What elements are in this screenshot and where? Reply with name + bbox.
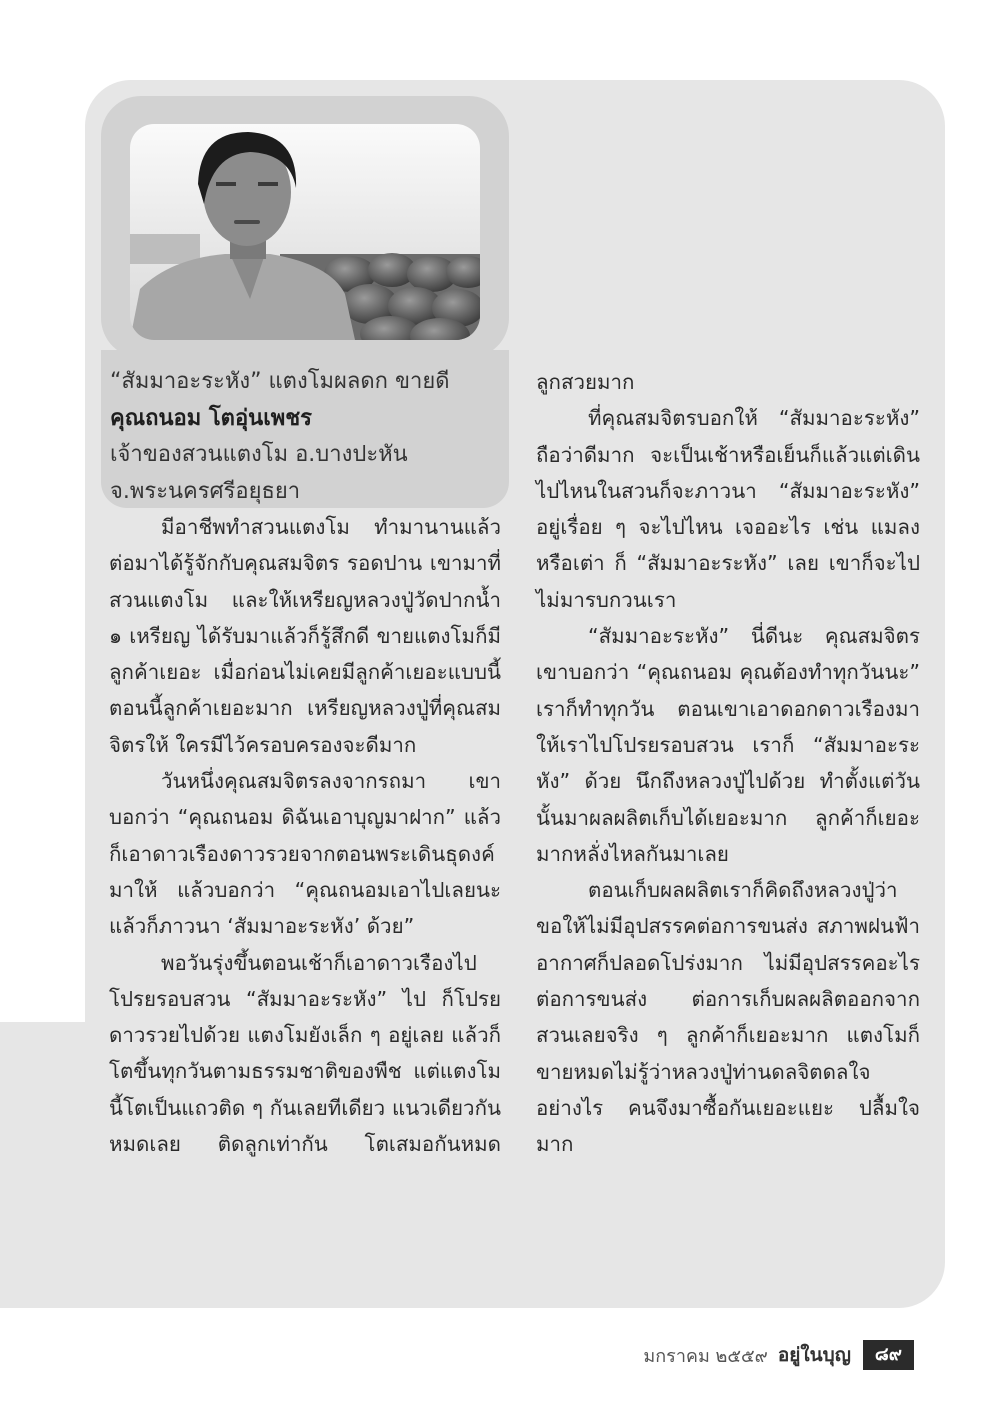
- paragraph: วันหนึ่งคุณสมจิตรลงจากรถมา เขาบอกว่า “คุณถนอม ดิฉันเอาบุญมาฝาก” แล้วก็เอาดาวเรืองดาวรวยจากตอนพระเดินธุดงค์มาให้ แล้วบอกว่า “คุณถนอมเอาไปเลยนะแล้วก็ภาวนา ‘สัมมาอะระหัง’ ด้วย”: [109, 769, 501, 939]
- paragraph: ลูกสวยมาก: [536, 370, 635, 394]
- paragraph: ตอนเก็บผลผลิตเราก็คิดถึงหลวงปู่ว่าขอให้ไม่มีอุปสรรคต่อการขนส่ง สภาพฝนฟ้าอากาศก็ปลอดโปร่งมาก ไม่มีอุปสรรคอะไรต่อการขนส่ง ต่อการเก็บผลผลิตออกจากสวนเลยจริง ๆ ลูกค้าก็เยอะมาก แตงโมก็ขายหมดไม่รู้ว่าหลวงปู่ท่านดลจิตดลใจอย่างไร คนจึงมาซื้อกันเยอะแยะ ปลื้มใจมาก: [536, 878, 920, 1157]
- caption-role-line2: จ.พระนครศรีอยุธยา: [110, 478, 301, 504]
- footer-magazine-name: อยู่ในบุญ: [777, 1344, 851, 1366]
- portrait-photo: [130, 124, 480, 340]
- paragraph: ที่คุณสมจิตรบอกให้ “สัมมาอะระหัง” ถือว่าดีมาก จะเป็นเช้าหรือเย็นก็แล้วแต่เดินไปไหนในสวนก็จะภาวนา “สัมมาอะระหัง” อยู่เรื่อย ๆ จะไปไหน เจออะไร เช่น แมลงหรือเต่า ก็ “สัมมาอะระหัง” เลย เขาก็จะไปไม่มารบกวนเรา: [536, 406, 920, 612]
- page-footer: [643, 1340, 914, 1370]
- caption-role-line1: เจ้าของสวนแตงโม อ.บางปะหัน: [110, 442, 408, 467]
- paragraph: พอวันรุ่งขึ้นตอนเช้าก็เอาดาวเรืองไปโปรยรอบสวน “สัมมาอะระหัง” ไป ก็โปรยดาวรวยไปด้วย แตงโมยังเล็ก ๆ อยู่เลย แล้วก็โตขึ้นทุกวันตามธรรมชาติของพืช แต่แตงโมนี้โตเป็นแถวติด ๆ กันเลยทีเดียว แนวเดียวกันหมดเลย ติดลูกเท่ากัน โตเสมอกันหมด: [109, 950, 501, 1157]
- portrait-illustration: [130, 124, 480, 340]
- caption-headline: “สัมมาอะระหัง” แตงโมผลดก ขายดี: [110, 369, 450, 394]
- article-column-right: [536, 364, 920, 1163]
- article-column-left: [109, 509, 501, 1162]
- page-number-badge: ๘๙: [863, 1340, 914, 1370]
- caption-person-name: คุณถนอม โตอุ่นเพชร: [110, 405, 312, 431]
- footer-month-year: มกราคม ๒๕๕๙: [643, 1345, 768, 1367]
- paragraph: “สัมมาอะระหัง” นี่ดีนะ คุณสมจิตรเขาบอกว่า “คุณถนอม คุณต้องทำทุกวันนะ” เราก็ทำทุกวัน ตอนเขาเอาดอกดาวเรืองมาให้เราไปโปรยรอบสวน เราก็ “สัมมาอะระหัง” ด้วย นึกถึงหลวงปู่ไปด้วย ทำตั้งแต่วันนั้นมาผลผลิตเก็บได้เยอะมาก ลูกค้าก็เยอะมากหลั่งไหลกันมาเลย: [536, 624, 920, 866]
- left-decor-strip: [0, 1022, 90, 1308]
- paragraph: มีอาชีพทำสวนแตงโม ทำมานานแล้ว ต่อมาได้รู้จักกับคุณสมจิตร รอดปาน เขามาที่สวนแตงโม และให้เหรียญหลวงปู่วัดปากน้ำ ๑ เหรียญ ได้รับมาแล้วก็รู้สึกดี ขายแตงโมก็มีลูกค้าเยอะ เมื่อก่อนไม่เคยมีลูกค้าเยอะแบบนี้ ตอนนี้ลูกค้าเยอะมาก เหรียญหลวงปู่ที่คุณสมจิตรให้ ใครมีไว้ครอบครองจะดีมาก: [109, 515, 501, 757]
- photo-caption: [101, 350, 509, 508]
